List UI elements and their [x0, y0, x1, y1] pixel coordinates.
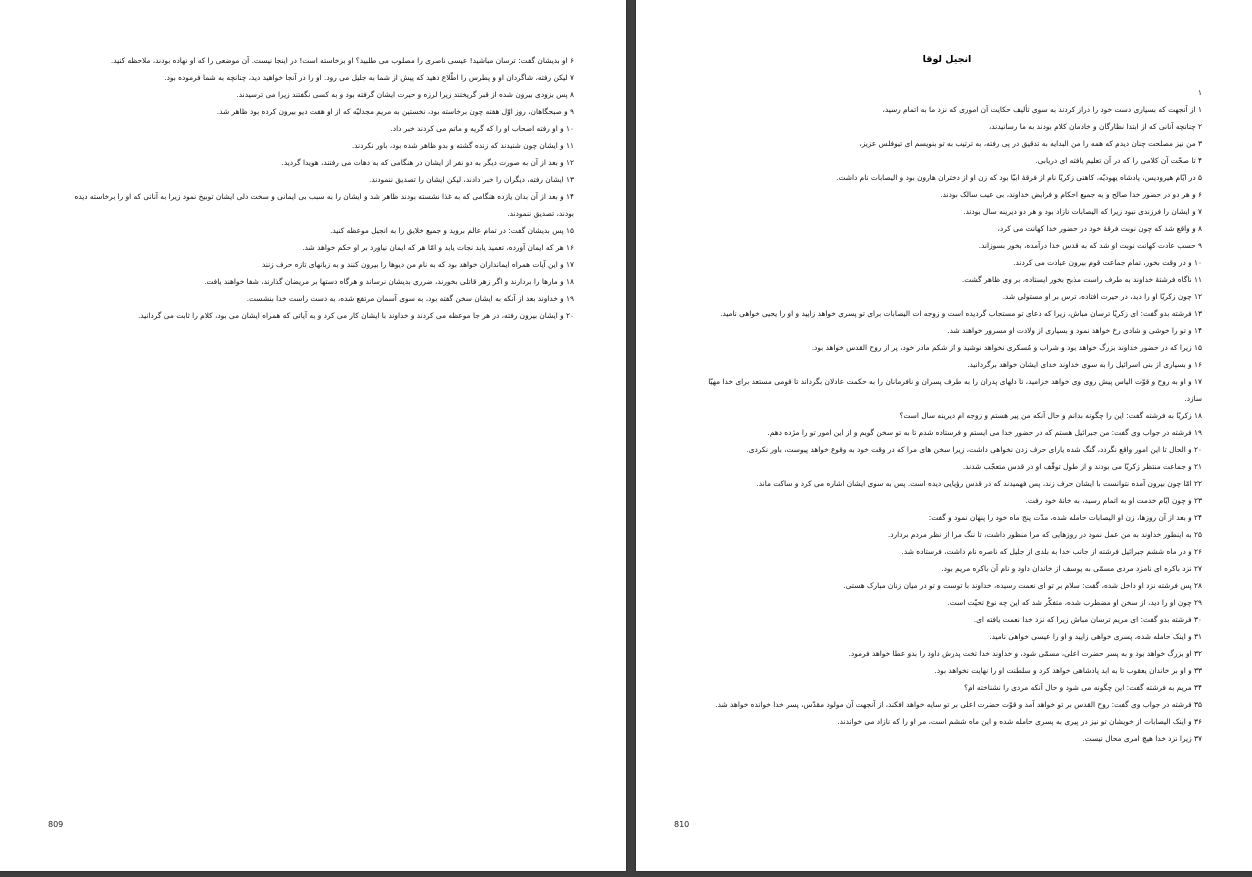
- verse-line: ۲۴ و بعد از آن روزها، زن او الیصابات حامله شده، مدّت پنج ماه خود را پنهان نمود و گفت:: [928, 513, 1202, 522]
- verse-line: ۱۲ چون زکریّا او را دید، در حیرت افتاده، ترس بر او مستولی شد.: [1002, 292, 1202, 301]
- verse-line: ۹ و صبحگاهان، روز اوّل هفته چون برخاسته بود، نخستین به مریم مجدلیّه که از او هفت دیو بیرون کرده بود ظاهر شد.: [216, 107, 574, 116]
- verse-line: ۱۰ و در وقت بخور، تمام جماعت قوم بیرون عبادت می کردند.: [1013, 258, 1202, 267]
- verse-line: ۱: [1198, 88, 1202, 97]
- verse-line: ۳۲ او بزرگ خواهد بود و به پسر حضرت اعلی، مسمّی شود، و خداوند خدا تخت پدرش داود را بدو عطا خواهد فرمود.: [848, 649, 1202, 658]
- verse-line: ۲۵ به اینطور خداوند به من عمل نمود در روزهایی که مرا منظور داشت، تا ننگ مرا از نظر مردم بردارد.: [887, 530, 1202, 539]
- verse-line: ۳۳ و او بر خاندان یعقوب تا به ابد پادشاهی خواهد کرد و سلطنت او را نهایت نخواهد بود.: [934, 666, 1202, 675]
- verse-line: ۸ و واقع شد که چون نوبت فرقهٔ خود در حضور خدا کهانت می کرد،: [997, 224, 1202, 233]
- verse-line: ۳۷ زیرا نزد خدا هیچ امری محال نیست.: [1082, 734, 1202, 743]
- verse-line: ۱۲ و بعد از آن به صورت دیگر به دو نفر از ایشان در هنگامی که به دهات می رفتند، هویدا گردید.: [281, 158, 574, 167]
- verse-line: ۲ چنانچه آنانی که از ابتدا نظارگان و خادمان کلام بودند به ما رسانیدند،: [988, 122, 1202, 131]
- page-number: 809: [48, 820, 64, 829]
- verse-line: ۱۸ زکریّا به فرشته گفت: این را چگونه بدانم و حال آنکه من پیر هستم و زوجه ام دیرینه سال است؟: [899, 411, 1202, 420]
- verse-list: [62, 52, 574, 324]
- verse-line: ۱۷ و او به روح و قوّت الیاس پیش روی وی خواهد خرامید، تا دلهای پدران را به طرف پسران و نافرمانان را به حکمت عادلان بگرداند تا قومی مستعد برای خدا مهیّا سازد.: [708, 377, 1202, 403]
- verse-line: ۲۶ و در ماه ششم جبرائیل فرشته از جانب خدا به بلدی از جلیل که ناصره نام داشت، فرستاده شد.: [901, 547, 1202, 556]
- verse-line: ۱۳ ایشان رفته، دیگران را خبر دادند، لیکن ایشان را تصدیق ننمودند.: [368, 175, 574, 184]
- verse-line: ۲۰ و الحال تا این امور واقع نگردد، گنگ شده یارای حرف زدن نخواهی داشت، زیرا سخن های مرا که در وقت خود به وقوع خواهد پیوست، باور نکردی.: [746, 445, 1202, 454]
- verse-line: ۱۴ و بعد از آن بدان یازده هنگامی که به غذا نشسته بودند ظاهر شد و ایشان را به سبب بی ایمانی و سخت دلی ایشان توبیخ نمود زیرا به آنانی که او را برخاسته دیده بودند، تصدیق ننمودند.: [74, 192, 574, 218]
- verse-line: ۳۴ مریم به فرشته گفت: این چگونه می شود و حال آنکه مردی را نشناخته ام؟: [964, 683, 1202, 692]
- verse-line: ۸ پس بزودی بیرون شده از قبر گریختند زیرا لرزه و حیرت ایشان گرفته بود و به کسی نگفتند زیرا می ترسیدند.: [236, 90, 574, 99]
- verse-line: ۱۷ و این آیات همراه ایمانداران خواهد بود که به نام من دیوها را بیرون کنند و به زبانهای تازه حرف زنند: [261, 260, 574, 269]
- verse-line: ۳۵ فرشته در جواب وی گفت: روح القدس بر تو خواهد آمد و قوّت حضرت اعلی بر تو سایه خواهد افکند، از آنجهت آن مولود مقدّس، پسر خدا خوانده خواهد شد.: [715, 700, 1202, 709]
- verse-line: ۳ من نیز مصلحت چنان دیدم که همه را من البدایه به تدقیق در پی رفته، به ترتیب به تو بنویسم ای تیوفلس عزیز،: [859, 139, 1202, 148]
- verse-line: ۱۰ و او رفته اصحاب او را که گریه و ماتم می کردند خبر داد.: [390, 124, 574, 133]
- verse-line: ۱۹ و خداوند بعد از آنکه به ایشان سخن گفته بود، به سوی آسمان مرتفع شده، به دست راست خدا بنشست.: [246, 294, 574, 303]
- verse-line: ۴ تا صحّت آن کلامی را که در آن تعلیم یافته ای دریابی.: [1035, 156, 1202, 165]
- verse-line: ۷ لیکن رفته، شاگردان او و پطرس را اطّلاع دهید که پیش از شما به جلیل می رود. او را در آنجا خواهید دید، چنانچه به شما فرموده بود.: [164, 73, 574, 82]
- verse-line: ۲۸ پس فرشته نزد او داخل شده، گفت: سلام بر تو ای نعمت رسیده، خداوند با توست و تو در میان زنان مبارک هستی.: [843, 581, 1202, 590]
- verse-line: ۵ در ایّام هیرودیس، پادشاه یهودیّه، کاهنی زکریّا نام از فرقهٔ ابیّا بود که زن او از دختران هارون بود و الیصابات نام داشت.: [836, 173, 1202, 182]
- page-number: 810: [674, 820, 690, 829]
- verse-line: ۳۶ و اینک الیصابات از خویشان تو نیز در پیری به پسری حامله شده و این ماه ششم است، مر او را که نازاد می خواندند.: [837, 717, 1202, 726]
- verse-line: ۱۶ هر که ایمان آورده، تعمید یابد نجات یابد و امّا هر که ایمان نیاورد بر او حکم خواهد شد.: [302, 243, 574, 252]
- verse-line: ۱۵ پس بدیشان گفت: در تمام عالم بروید و جمیع خلایق را به انجیل موعظه کنید.: [330, 226, 574, 235]
- verse-line: ۹ حسب عادت کهانت نوبت او شد که به قدس خدا درآمده، بخور بسوزاند.: [978, 241, 1202, 250]
- verse-line: ۳۱ و اینک حامله شده، پسری خواهی زایید و او را عیسی خواهی نامید.: [989, 632, 1202, 641]
- verse-line: ۳۰ فرشته بدو گفت: ای مریم ترسان مباش زیرا که نزد خدا نعمت یافته ای.: [973, 615, 1202, 624]
- verse-line: ۱۹ فرشته در جواب وی گفت: من جبرائیل هستم که در حضور خدا می ایستم و فرستاده شدم تا به تو سخن گویم و از این امور تو را مژده دهم.: [767, 428, 1202, 437]
- verse-line: ۲۱ و جماعت منتظر زکریّا می بودند و از طول توقّف او در قدس متعجّب شدند.: [962, 462, 1202, 471]
- verse-line: ۲۰ و ایشان بیرون رفته، در هر جا موعظه می کردند و خداوند با ایشان کار می کرد و به آیاتی که همراه ایشان می بود، کلام را ثابت می گردانید.: [137, 311, 574, 320]
- verse-line: ۲۳ و چون ایّام خدمت او به اتمام رسید، به خانهٔ خود رفت.: [1025, 496, 1202, 505]
- book-title: انجیل لوقا: [922, 54, 972, 65]
- document-page-right: [636, 0, 1252, 871]
- verse-line: ۱ از آنجهت که بسیاری دست خود را دراز کردند به سوی تألیف حکایت آن اموری که نزد ما به اتمام رسید،: [882, 105, 1202, 114]
- verse-line: ۱۶ و بسیاری از بنی اسرائیل را به سوی خداوند خدای ایشان خواهد برگردانید.: [967, 360, 1202, 369]
- verse-line: ۶ و هر دو در حضور خدا صالح و به جمیع احکام و فرایض خداوند، بی عیب سالک بودند.: [940, 190, 1202, 199]
- verse-line: ۶ او بدیشان گفت: ترسان مباشید! عیسی ناصری را مصلوب می طلبید؟ او برخاسته است! در اینجا نیست. آن موضعی را که او نهاده بودند، ملاحظه کنید.: [110, 56, 574, 65]
- document-page-left: [0, 0, 626, 871]
- verse-list: [692, 84, 1202, 747]
- verse-line: ۲۲ امّا چون بیرون آمده نتوانست با ایشان حرف زند، پس فهمیدند که در قدس رؤیایی دیده است. پس به سوی ایشان اشاره می کرد و ساکت ماند.: [756, 479, 1202, 488]
- verse-line: ۷ و ایشان را فرزندی نبود زیرا که الیصابات نازاد بود و هر دو دیرینه سال بودند.: [963, 207, 1202, 216]
- verse-line: ۲۹ چون او را دید، از سخن او مضطرب شده، متفکّر شد که این چه نوع تحیّت است.: [947, 598, 1202, 607]
- verse-line: ۱۱ ناگاه فرشتهٔ خداوند به طرف راست مذبح بخور ایستاده، بر وی ظاهر گشت.: [961, 275, 1202, 284]
- verse-line: ۱۳ فرشته بدو گفت: ای زکریّا ترسان مباش، زیرا که دعای تو مستجاب گردیده است و زوجه ات الیصابات برای تو پسری خواهد زایید و او را یحیی خواهی نامید.: [720, 309, 1202, 318]
- verse-line: ۱۸ و مارها را بردارند و اگر زهر قاتلی بخورند، ضرری بدیشان نرساند و هرگاه دستها بر مریضان گذارند، شفا خواهند یافت.: [204, 277, 574, 286]
- verse-line: ۱۱ و ایشان چون شنیدند که زنده گشته و بدو ظاهر شده بود، باور نکردند.: [351, 141, 574, 150]
- verse-line: ۱۴ و تو را خوشی و شادی رخ خواهد نمود و بسیاری از ولادت او مسرور خواهند شد.: [947, 326, 1202, 335]
- verse-line: ۱۵ زیرا که در حضور خداوند بزرگ خواهد بود و شراب و مُسکری نخواهد نوشید و از شکم مادر خود، پر از روح القدس خواهد بود.: [811, 343, 1202, 352]
- verse-line: ۲۷ نزد باکره ای نامزد مردی مسمّی به یوسف از خاندان داود و نام آن باکره مریم بود.: [941, 564, 1202, 573]
